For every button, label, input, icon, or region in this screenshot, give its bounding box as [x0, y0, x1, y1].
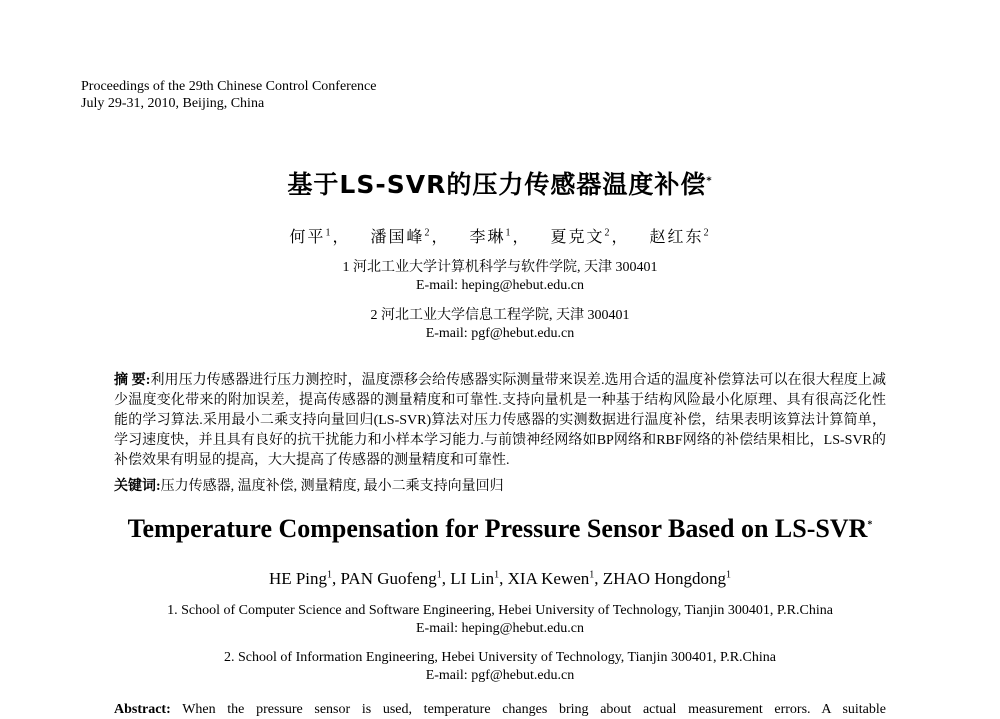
proceedings-header: [81, 78, 376, 112]
chinese-abstract-text: 利用压力传感器进行压力测控时，温度漂移会给传感器实际测量带来误差.选用合适的温度补偿算法可以在很大程度上减少温度变化带来的附加误差，提高传感器的测量精度和可靠性.支持向量机是一种基于结构风险最小化原理、具有很高泛化性能的学习算法.采用最小二乘支持向量回归(LS-SVR)算法对压力传感器的实测数据进行温度补偿，结果表明该算法计算简单，学习速度快，并且具有良好的抗干扰能力和小样本学习能力.与前馈神经网络如BP网络和RBF网络的补偿结果相比，LS-SVR的补偿效果有明显的提高，大大提高了传感器的测量精度和可靠性.: [114, 373, 886, 468]
author-separator: ，: [512, 229, 531, 246]
author-separator: ,: [499, 569, 508, 588]
chinese-title-mark: *: [706, 175, 713, 187]
author-separator: ,: [594, 569, 603, 588]
proceedings-line-2: July 29-31, 2010, Beijing, China: [81, 96, 265, 111]
chinese-abstract-label: 摘 要:: [114, 373, 151, 388]
proceedings-line-1: Proceedings of the 29th Chinese Control Conference: [81, 79, 377, 94]
affiliation-email: E-mail: pgf@hebut.edu.cn: [425, 668, 575, 683]
author-separator: ，: [332, 229, 351, 246]
chinese-author-list: [0, 224, 1000, 247]
author-separator: ，: [611, 229, 630, 246]
english-title-text: Temperature Compensation for Pressure Sensor Based on LS-SVR: [127, 514, 868, 543]
author-sup: 2: [424, 227, 432, 239]
english-affiliation-1: [0, 602, 1000, 638]
author-sup: 1: [327, 569, 333, 581]
author-separator: ,: [332, 569, 341, 588]
chinese-affiliation-1: [0, 259, 1000, 295]
author-sup: 1: [589, 569, 595, 581]
author-separator: ，: [431, 229, 450, 246]
chinese-author: [469, 229, 530, 246]
english-title: [0, 514, 1000, 544]
chinese-keywords: [114, 477, 504, 497]
affiliation-email: E-mail: heping@hebut.edu.cn: [415, 278, 584, 293]
affiliation-text: 1. School of Computer Science and Software Engineering, Hebei University of Technology, Tianjin 300401, P.R.China: [167, 603, 833, 618]
author-sup: 2: [703, 227, 711, 239]
author-name: 赵红东: [649, 229, 704, 246]
author-name: 潘国峰: [370, 229, 425, 246]
english-author: [269, 569, 341, 588]
affiliation-email: E-mail: pgf@hebut.edu.cn: [425, 326, 575, 341]
author-name: 夏克文: [550, 229, 605, 246]
english-title-mark: *: [867, 519, 873, 531]
chinese-author: [289, 229, 350, 246]
author-sup: 1: [494, 569, 500, 581]
english-affiliation-2: [0, 649, 1000, 685]
chinese-title: [0, 165, 1000, 201]
author-sup: 1: [726, 569, 732, 581]
author-name: 李琳: [469, 229, 506, 246]
english-author: [508, 569, 603, 588]
affiliation-text: 2. School of Information Engineering, Hebei University of Technology, Tianjin 300401, P.R.China: [224, 650, 776, 665]
author-name: PAN Guofeng: [340, 569, 437, 588]
chinese-keywords-label: 关键词:: [114, 479, 161, 494]
author-name: LI Lin: [450, 569, 495, 588]
english-abstract-text: When the pressure sensor is used, temperature changes bring about actual measurement errors. A suitable: [182, 702, 886, 717]
author-sup: 2: [604, 227, 612, 239]
english-author: [341, 569, 451, 588]
affiliation-email: E-mail: heping@hebut.edu.cn: [415, 621, 584, 636]
chinese-author: [551, 229, 630, 246]
english-author-list: [0, 569, 1000, 589]
chinese-title-text: 基于LS-SVR的压力传感器温度补偿: [287, 170, 707, 199]
author-name: HE Ping: [268, 569, 328, 588]
author-name: 何平: [289, 229, 326, 246]
english-author: [450, 569, 507, 588]
author-sup: 1: [436, 569, 442, 581]
english-author: [603, 569, 731, 588]
author-name: XIA Kewen: [507, 569, 590, 588]
author-separator: ,: [441, 569, 451, 588]
chinese-affiliation-2: [0, 307, 1000, 343]
english-abstract: [114, 701, 886, 719]
chinese-author: [650, 229, 711, 246]
affiliation-text: 1 河北工业大学计算机科学与软件学院, 天津 300401: [342, 260, 658, 275]
affiliation-text: 2 河北工业大学信息工程学院, 天津 300401: [370, 308, 630, 323]
chinese-author: [370, 229, 449, 246]
english-abstract-label: Abstract:: [114, 702, 171, 717]
author-sup: 1: [325, 227, 333, 239]
chinese-keywords-text: 压力传感器, 温度补偿, 测量精度, 最小二乘支持向量回归: [160, 479, 504, 494]
author-name: ZHAO Hongdong: [602, 569, 727, 588]
chinese-abstract: [114, 371, 886, 471]
author-sup: 1: [505, 227, 513, 239]
